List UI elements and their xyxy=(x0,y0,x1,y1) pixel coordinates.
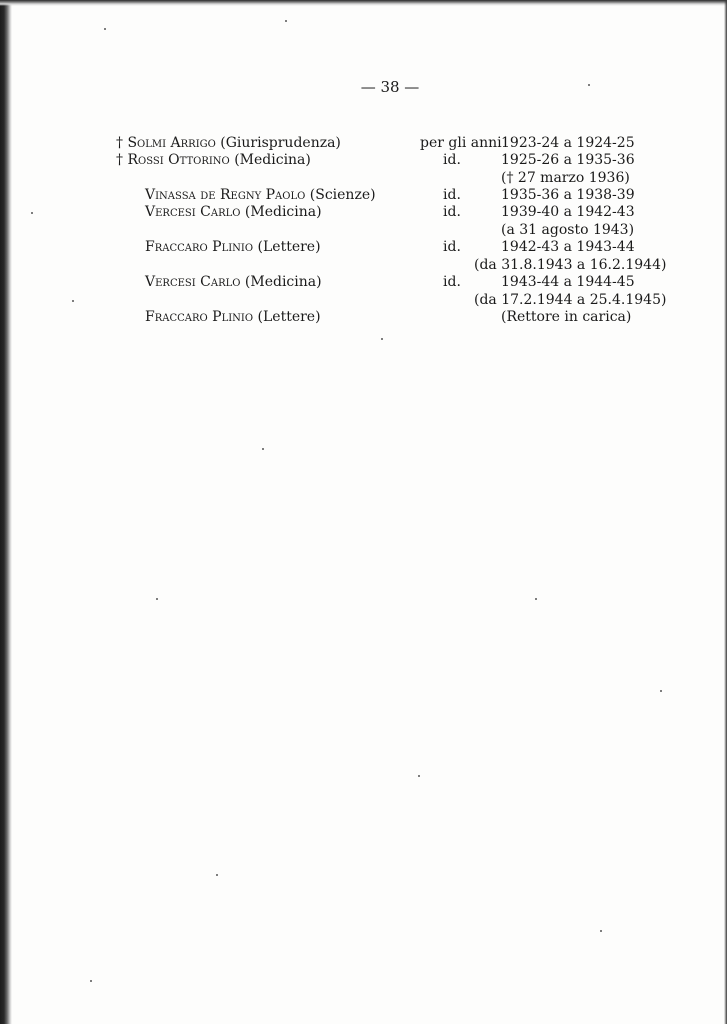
rector-name: Vinassa de Regny Paolo xyxy=(145,187,306,203)
scan-speck xyxy=(285,20,287,22)
term-note: († 27 marzo 1936) xyxy=(501,170,630,186)
rector-entry xyxy=(116,151,311,169)
idem-mark: id. xyxy=(443,274,461,290)
scan-speck xyxy=(216,874,218,876)
rector-name: Solmi Arrigo xyxy=(127,135,216,151)
scan-speck xyxy=(104,28,106,30)
term-note: (Rettore in carica) xyxy=(501,309,632,325)
idem-mark: id. xyxy=(443,187,461,203)
rector-faculty: (Medicina) xyxy=(244,204,322,220)
rector-name: Vercesi Carlo xyxy=(145,274,241,290)
scan-speck xyxy=(600,930,602,932)
rector-name: Fraccaro Plinio xyxy=(145,309,254,325)
scan-speck xyxy=(72,300,74,302)
rector-name: Rossi Ottorino xyxy=(127,152,230,168)
rector-entry xyxy=(145,238,321,256)
idem-mark: id. xyxy=(443,239,461,255)
term-note: (a 31 agosto 1943) xyxy=(501,222,635,238)
term-years: 1942-43 a 1943-44 xyxy=(501,239,635,255)
scan-speck xyxy=(418,775,420,777)
idem-mark: id. xyxy=(443,204,461,220)
scan-speck xyxy=(660,690,662,692)
term-years: 1923-24 a 1924-25 xyxy=(501,135,635,151)
rector-faculty: (Scienze) xyxy=(309,187,376,203)
scan-speck xyxy=(535,598,537,600)
scan-speck xyxy=(156,598,158,600)
scan-edge-top xyxy=(0,0,727,6)
page-number: — 38 — xyxy=(360,78,420,96)
term-years: 1925-26 a 1935-36 xyxy=(501,152,635,168)
rector-entry xyxy=(116,134,341,152)
years-prefix: per gli anni xyxy=(420,135,502,151)
rector-name: Vercesi Carlo xyxy=(145,204,241,220)
idem-mark: id. xyxy=(443,152,461,168)
scan-edge-left xyxy=(0,0,12,1024)
rector-faculty: (Lettere) xyxy=(257,309,321,325)
dagger-mark: † xyxy=(116,152,123,168)
scan-speck xyxy=(90,980,92,982)
scan-speck xyxy=(31,212,33,214)
term-years: 1943-44 a 1944-45 xyxy=(501,274,635,290)
dagger-mark: † xyxy=(116,135,123,151)
rector-entry xyxy=(145,273,322,291)
rector-entry xyxy=(145,186,376,204)
rector-faculty: (Lettere) xyxy=(257,239,321,255)
rector-faculty: (Giurisprudenza) xyxy=(220,135,341,151)
scan-speck xyxy=(381,338,383,340)
rector-entry xyxy=(145,308,321,326)
rector-faculty: (Medicina) xyxy=(244,274,322,290)
term-note: (da 31.8.1943 a 16.2.1944) xyxy=(474,257,667,273)
term-years: 1939-40 a 1942-43 xyxy=(501,204,635,220)
rector-entry xyxy=(145,203,322,221)
rector-faculty: (Medicina) xyxy=(234,152,311,168)
term-years: 1935-36 a 1938-39 xyxy=(501,187,635,203)
term-note: (da 17.2.1944 a 25.4.1945) xyxy=(474,292,667,308)
scan-speck xyxy=(588,84,590,86)
rector-name: Fraccaro Plinio xyxy=(145,239,254,255)
scan-speck xyxy=(262,448,264,450)
